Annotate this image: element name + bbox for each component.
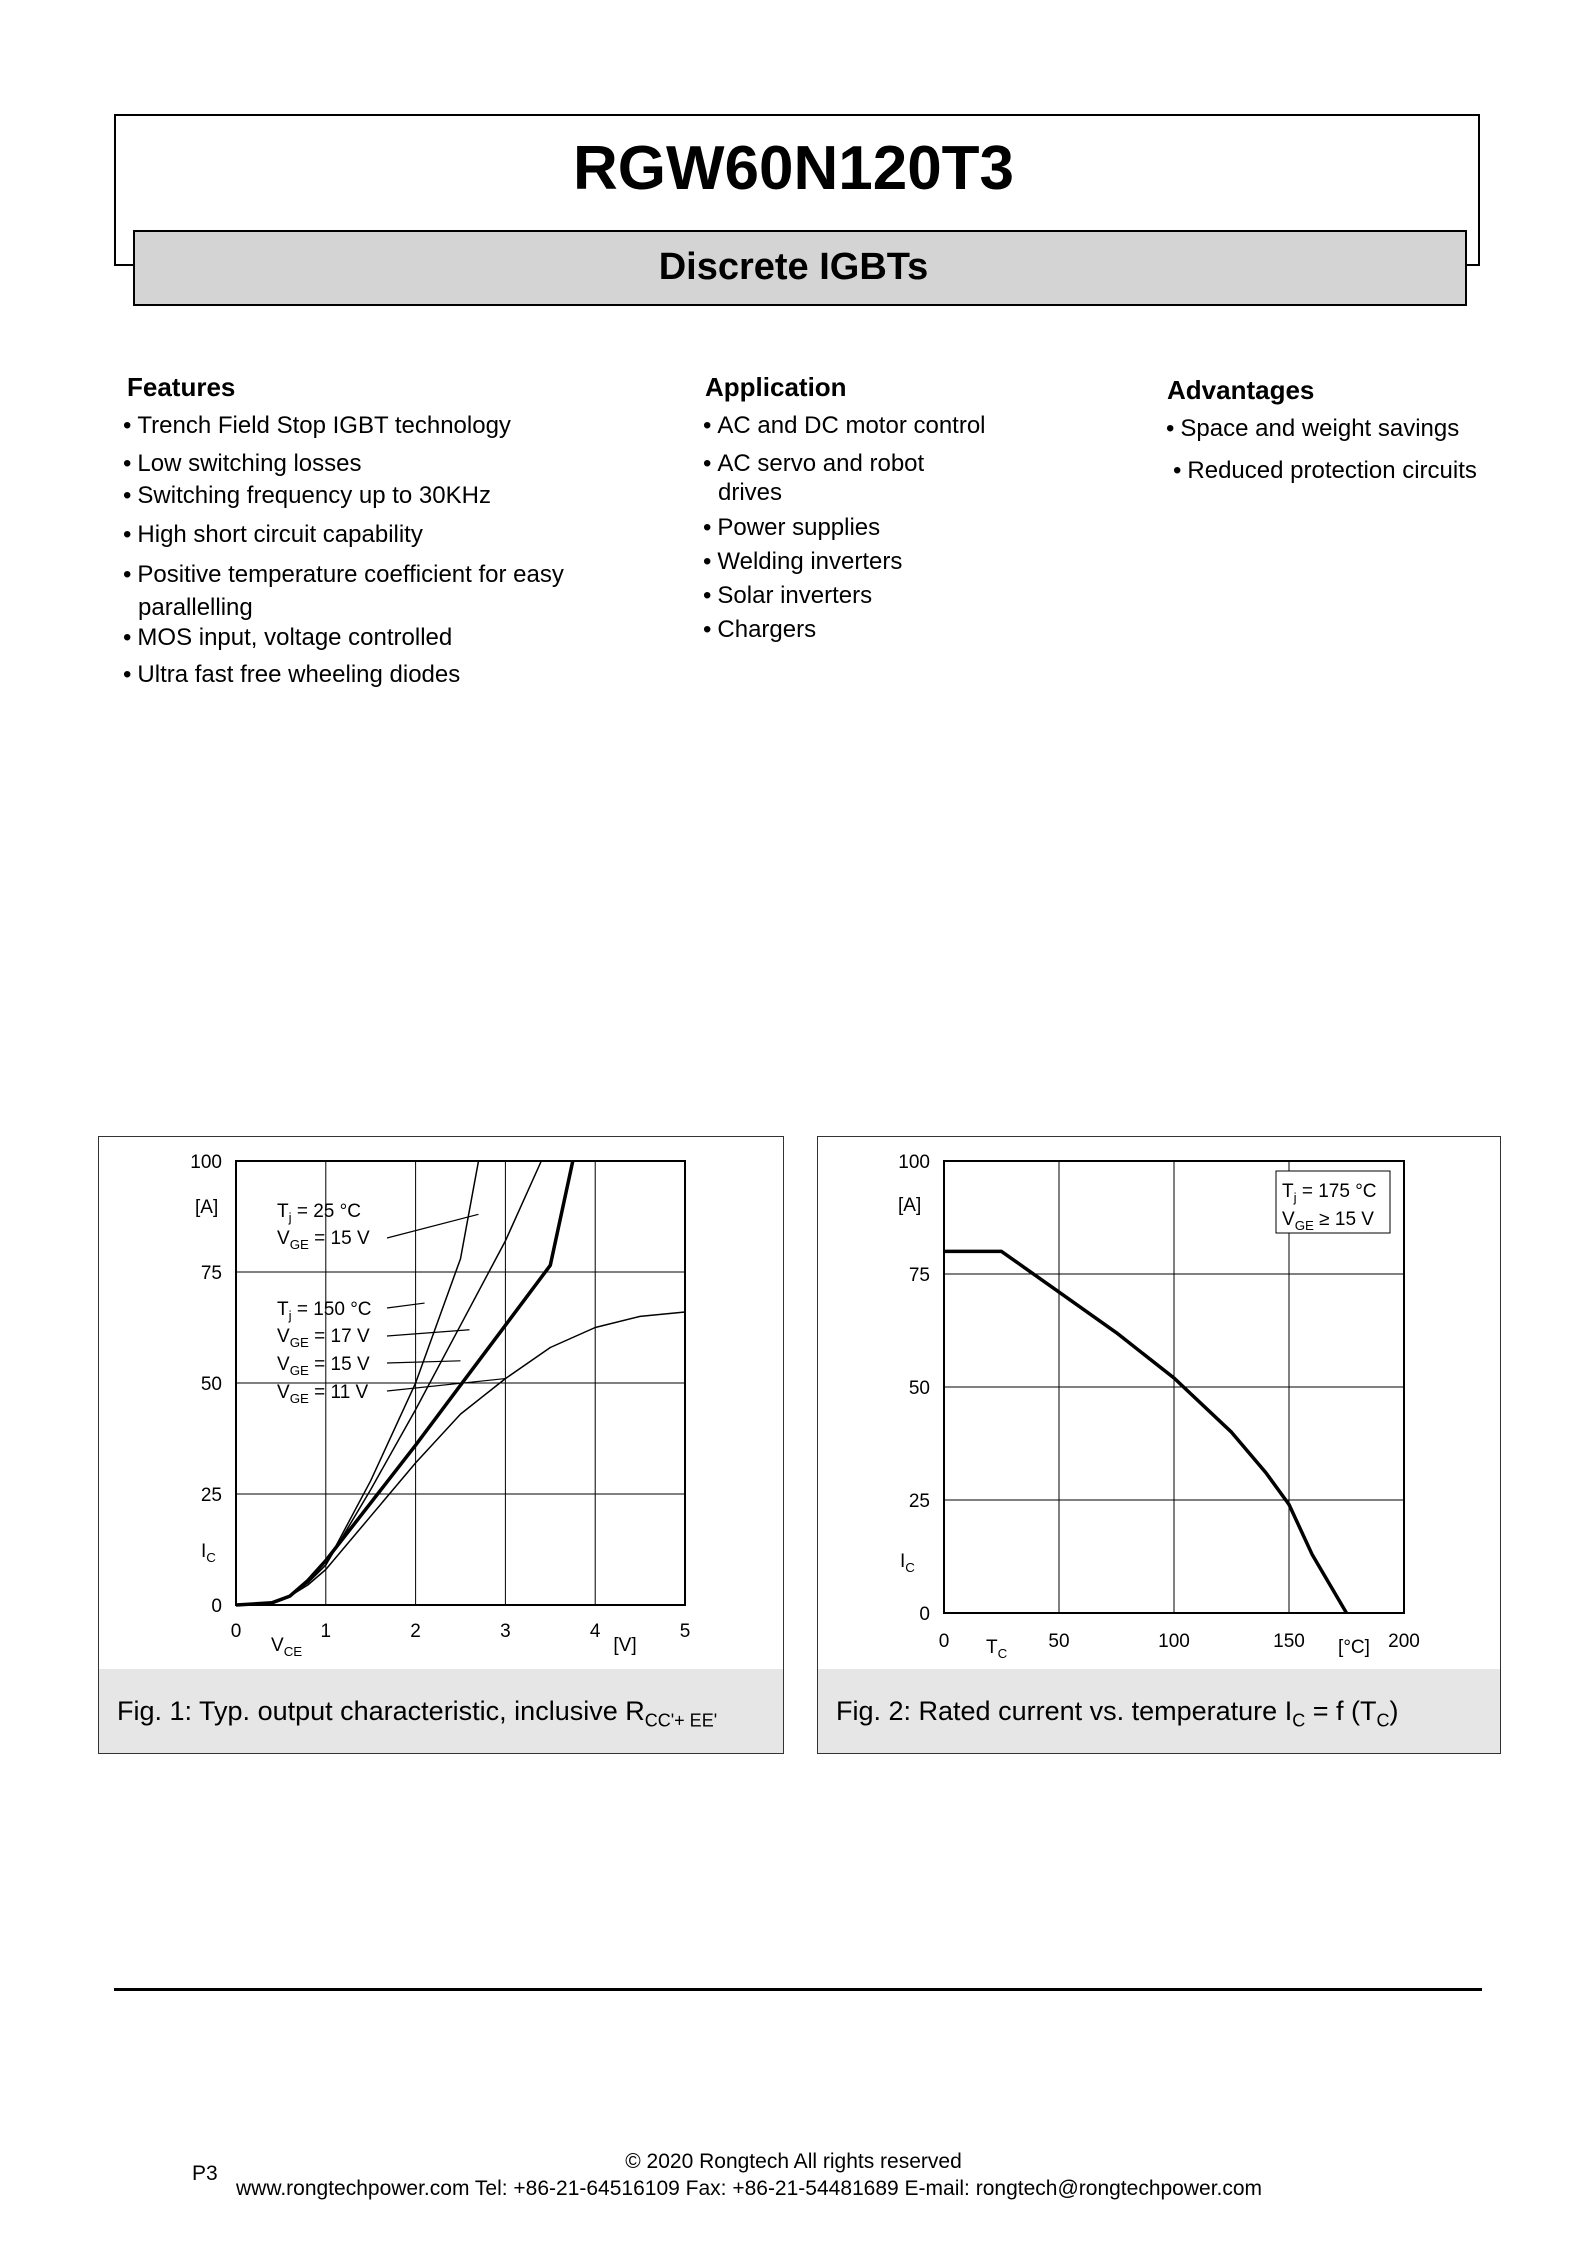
annotation-label: $T_j = 150$ °C [277,1299,372,1323]
list-item: • AC servo and robot [703,450,925,477]
contact-line: www.rongtechpower.com Tel: +86-21-64516109 Fax: +86-21-54481689 E-mail: rongtech@rongtechpower.com [236,2177,1263,2200]
figure-2-chart [818,1137,1502,1671]
x-unit-label: [°C] [1338,1637,1370,1658]
x-tick-label: 4 [589,1621,601,1642]
x-tick-label: 2 [410,1621,421,1642]
y-tick-label: 75 [200,1263,222,1284]
list-item: • AC and DC motor control [703,412,986,439]
y-tick-label: 50 [200,1374,222,1395]
list-item: • Trench Field Stop IGBT technology [123,412,511,439]
application-heading: Application [705,372,847,402]
figure-1-caption: Fig. 1: Typ. output characteristic, inclusive $R_{CC'+ EE'}$ [99,1669,783,1753]
x-tick-label: 5 [679,1621,691,1642]
x-tick-label: 50 [1048,1631,1070,1652]
y-tick-label: 0 [211,1596,222,1617]
y-tick-label: 50 [908,1378,930,1399]
figure-1-panel [98,1136,784,1754]
x-axis-label: $T_C$ [986,1637,1008,1661]
x-tick-label: 1 [320,1621,332,1642]
x-unit-label: [V] [613,1635,637,1656]
legend-entry: $T_j = 175$ °C [1282,1181,1377,1205]
list-item: • Low switching losses [123,450,362,477]
page-number: P3 [192,2162,218,2185]
y-tick-label: 0 [919,1604,930,1625]
features-heading: Features [127,372,236,402]
list-item: • MOS input, voltage controlled [123,624,453,651]
x-tick-label: 200 [1388,1631,1420,1652]
x-axis-label: $V_{CE}$ [271,1635,303,1659]
list-item-continuation: parallelling [138,594,253,621]
list-item: • Ultra fast free wheeling diodes [123,661,461,688]
series-line [236,1312,685,1605]
list-item: • Space and weight savings [1166,415,1460,442]
y-tick-label: 25 [908,1491,930,1512]
legend-entry: $V_{GE} \ge 15$ V [1282,1209,1374,1233]
list-item: • Welding inverters [703,548,903,575]
list-item: • Positive temperature coefficient for easy [123,561,564,588]
annotation-label: $V_{GE} = 11$ V [277,1382,369,1406]
figure-1-chart [99,1137,785,1671]
y-tick-label: 25 [200,1485,222,1506]
list-item: • Reduced protection circuits [1173,457,1477,484]
advantages-heading: Advantages [1167,375,1315,405]
y-unit-label: [A] [195,1197,219,1218]
y-tick-label: 100 [898,1152,930,1173]
y-tick-label: 75 [908,1265,930,1286]
x-tick-label: 3 [500,1621,511,1642]
annotation-label: $V_{GE} = 15$ V [277,1354,370,1378]
figure-2-panel [817,1136,1501,1754]
x-tick-label: 0 [230,1621,242,1642]
list-item: • High short circuit capability [123,521,423,548]
page-title: RGW60N120T3 [572,134,1015,203]
page-subtitle: Discrete IGBTs [658,246,929,288]
annotation-label: $T_j = 25$ °C [277,1201,361,1225]
leader-line [387,1303,425,1308]
y-unit-label: [A] [898,1195,922,1216]
annotation-label: $V_{GE} = 17$ V [277,1326,370,1350]
x-tick-label: 0 [938,1631,950,1652]
list-item: • Power supplies [703,514,881,541]
y-axis-label: $I_C$ [201,1541,216,1565]
list-item-continuation: drives [718,479,783,506]
footer-rule [114,1988,1482,1991]
list-item: • Switching frequency up to 30KHz [123,482,491,509]
annotation-label: $V_{GE} = 15$ V [277,1228,370,1252]
list-item: • Solar inverters [703,582,873,609]
y-axis-label: $I_C$ [900,1551,915,1575]
copyright: © 2020 Rongtech All rights reserved [625,2150,962,2173]
y-tick-label: 100 [190,1152,222,1173]
figure-2-caption: Fig. 2: Rated current vs. temperature $I_C = f$ $(T_C)$ [818,1669,1500,1753]
x-tick-label: 100 [1158,1631,1190,1652]
x-tick-label: 150 [1273,1631,1305,1652]
list-item: • Chargers [703,616,817,643]
series-line [944,1251,1347,1613]
leader-line [387,1379,505,1391]
